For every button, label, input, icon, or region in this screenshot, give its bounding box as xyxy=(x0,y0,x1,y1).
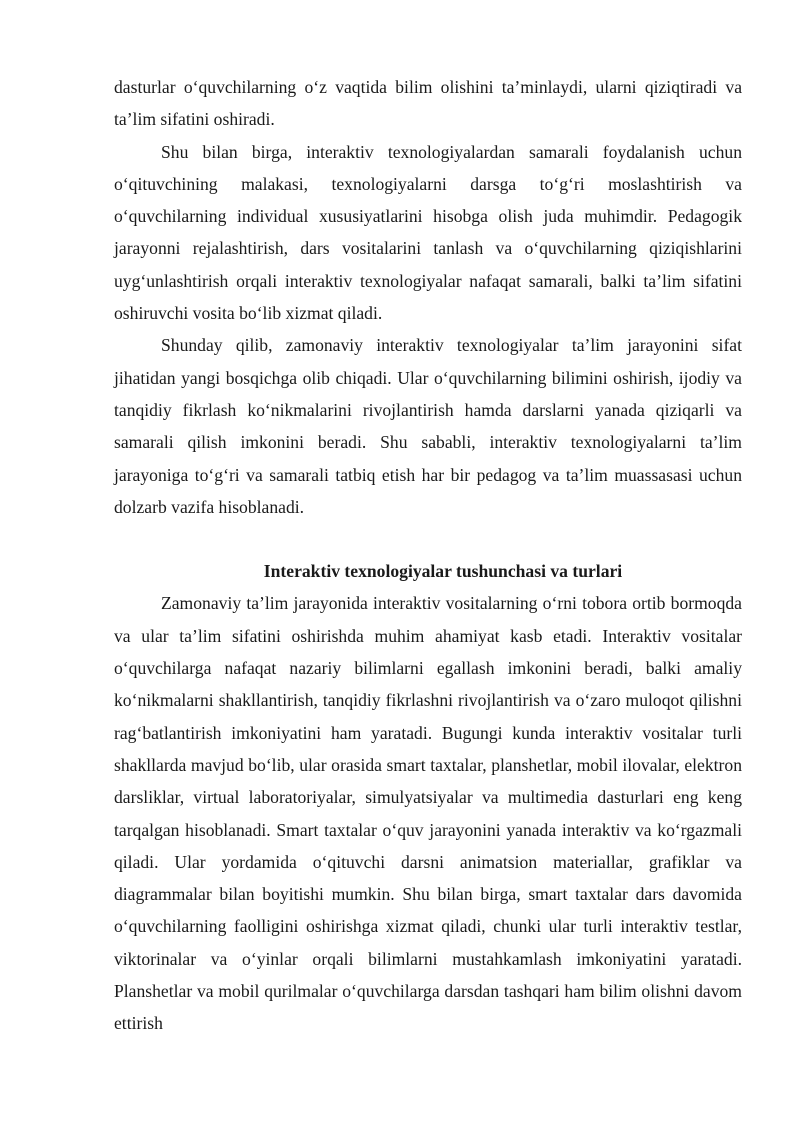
paragraph-interactive-tools: Zamonaviy ta’lim jarayonida interaktiv vositalarning o‘rni tobora ortib bormoqda va ular ta’lim sifatini oshirishda muhim ahamiyat kasb etadi. Interaktiv vositalar o‘quvchilarga nafaqat nazariy bilimlarni egallash imkonini beradi, balki amaliy ko‘nikmalarni shakllantirish, tanqidiy fikrlashni rivojlantirish va o‘zaro muloqot qilishni rag‘batlantirish imkoniyatini ham yaratadi. Bugungi kunda interaktiv vositalar turli shakllarda mavjud bo‘lib, ular orasida smart taxtalar, planshetlar, mobil ilovalar, elektron darsliklar, virtual laboratoriyalar, simulyatsiyalar va multimedia dasturlari eng keng tarqalgan hisoblanadi. Smart taxtalar o‘quv jarayonini yanada interaktiv va ko‘rgazmali qiladi. Ular yordamida o‘qituvchi darsni animatsion materiallar, grafiklar va diagrammalar bilan boyitishi mumkin. Shu bilan birga, smart taxtalar dars davomida o‘quvchilarning faolligini oshirishga xizmat qiladi, chunki ular turli interaktiv testlar, viktorinalar va o‘yinlar orqali bilimlarni mustahkamlash imkoniyatini yaratadi. Planshetlar va mobil qurilmalar o‘quvchilarga darsdan tashqari ham bilim olishni davom ettirish xyxy=(114,593,742,1034)
paragraph-teacher-skills: Shu bilan birga, interaktiv texnologiyalardan samarali foydalanish uchun o‘qituvchining malakasi, texnologiyalarni darsga to‘g‘ri moslashtirish va o‘quvchilarning individual xususiyatlarini hisobga olish juda muhimdir. Pedagogik jarayonni rejalashtirish, dars vositalarini tanlash va o‘quvchilarning qiziqishlarini uyg‘unlashtirish orqali interaktiv texnologiyalar nafaqat samarali, balki ta’lim sifatini oshiruvchi vosita bo‘lib xizmat qiladi. xyxy=(114,141,742,324)
document-body xyxy=(114,71,742,1040)
paragraph-conclusion: Shunday qilib, zamonaviy interaktiv texnologiyalar ta’lim jarayonini sifat jihatidan yangi bosqichga olib chiqadi. Ular o‘quvchilarning bilimini oshirish, ijodiy va tanqidiy fikrlash ko‘nikmalarini rivojlantirish hamda darslarni yanada qiziqarli va samarali qilish imkonini beradi. Shu sababli, interaktiv texnologiyalarni ta’lim jarayoniga to‘g‘ri va samarali tatbiq etish har bir pedagog va ta’lim muassasasi uchun dolzarb vazifa hisoblanadi. xyxy=(114,335,742,517)
section-heading: Interaktiv texnologiyalar tushunchasi va turlari xyxy=(263,561,623,582)
paragraph-continuation: dasturlar o‘quvchilarning o‘z vaqtida bilim olishini ta’minlaydi, ularni qiziqtiradi va ta’lim sifatini oshiradi. xyxy=(114,77,742,130)
